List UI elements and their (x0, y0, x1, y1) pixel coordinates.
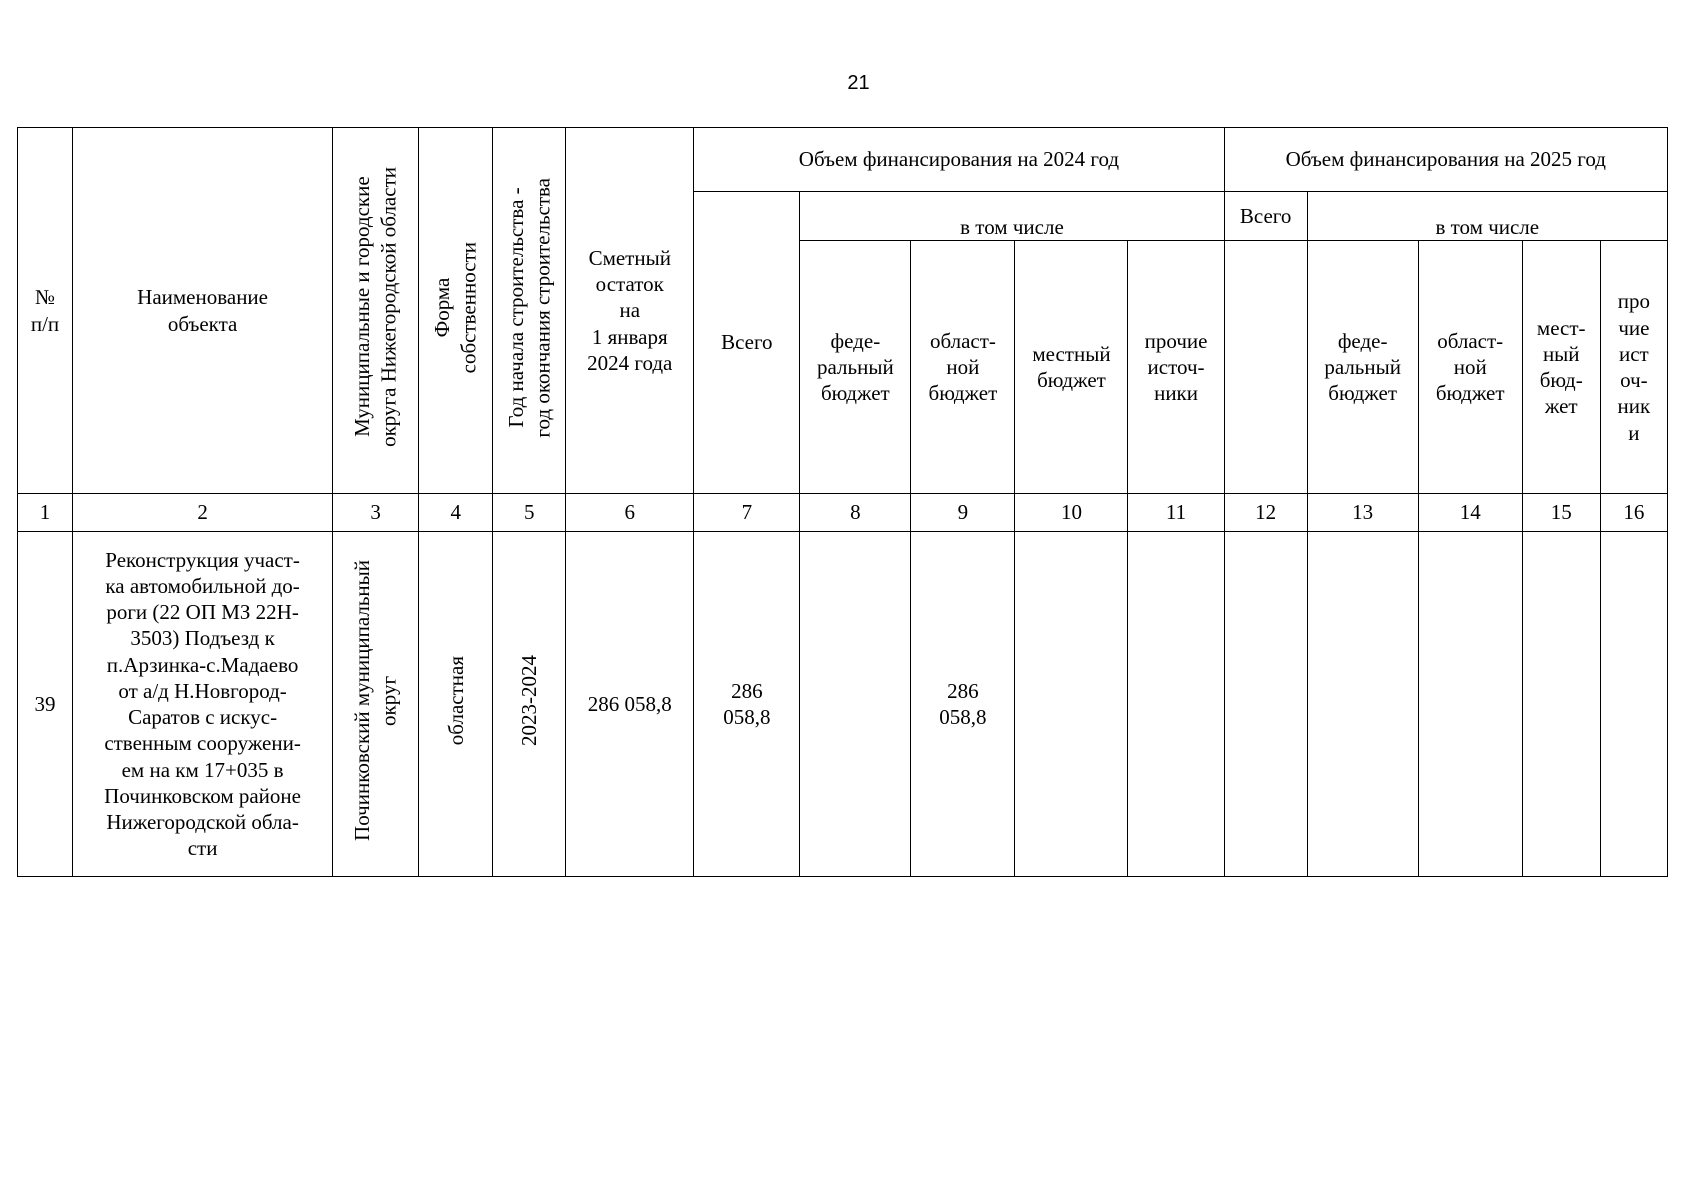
header-total-2025: Всего (1224, 192, 1307, 241)
table-row (18, 532, 1668, 877)
federal-2024-cell (800, 532, 911, 877)
header-including-2025: в том числе (1307, 192, 1667, 241)
header-group-2025: Объем финансирования на 2025 год (1224, 128, 1667, 192)
other-2024-cell (1128, 532, 1224, 877)
header-regional-2024: област- ной бюджет (911, 241, 1015, 494)
column-number: 11 (1128, 494, 1224, 532)
header-object-name: Наименование объекта (73, 128, 333, 494)
header-federal-2025: феде- ральный бюджет (1307, 241, 1418, 494)
federal-2025-cell (1307, 532, 1418, 877)
header-other-2024: прочие источ- ники (1128, 241, 1224, 494)
header-remaining-estimate: Сметный остаток на 1 января 2024 года (566, 128, 694, 494)
row-number: 39 (18, 532, 73, 877)
total-2025-cell (1224, 532, 1307, 877)
header-local-2025: мест- ный бюд- жет (1522, 241, 1600, 494)
financing-table (17, 127, 1668, 877)
header-construction-years: Год начала строительства - год окончания строительства (493, 128, 566, 494)
column-number: 5 (493, 494, 566, 532)
column-number: 13 (1307, 494, 1418, 532)
column-number: 3 (333, 494, 419, 532)
header-local-2024: местный бюджет (1015, 241, 1128, 494)
header-ownership: Форма собственности (419, 128, 493, 494)
local-2025-cell (1522, 532, 1600, 877)
header-total-2024: Всего (694, 192, 800, 494)
total-2024-cell: 286 058,8 (694, 532, 800, 877)
column-number: 8 (800, 494, 911, 532)
header-group-2024: Объем финансирования на 2024 год (694, 128, 1224, 192)
column-number: 2 (73, 494, 333, 532)
header-including-2024: в том числе (800, 192, 1224, 241)
years-cell: 2023-2024 (493, 532, 566, 877)
column-number: 1 (18, 494, 73, 532)
column-number: 14 (1418, 494, 1522, 532)
column-number: 16 (1600, 494, 1667, 532)
column-number: 12 (1224, 494, 1307, 532)
column-number: 10 (1015, 494, 1128, 532)
header-number: № п/п (18, 128, 73, 494)
district-cell: Починковский муниципальный округ (333, 532, 419, 877)
remaining-estimate-cell: 286 058,8 (566, 532, 694, 877)
header-total-2025-empty (1224, 241, 1307, 494)
page-number: 21 (847, 72, 870, 94)
column-number: 9 (911, 494, 1015, 532)
header-federal-2024: феде- ральный бюджет (800, 241, 911, 494)
column-number: 6 (566, 494, 694, 532)
column-number: 4 (419, 494, 493, 532)
header-municipality: Муниципальные и городские округа Нижегородской области (333, 128, 419, 494)
other-2025-cell (1600, 532, 1667, 877)
object-name: Реконструкция участ- ка автомобильной до- роги (22 ОП МЗ 22Н- 3503) Подъезд к п.Арзинка-с.Мадаево от а/д Н.Новгород- Саратов с искус- ственным сооружени- ем на км 17+035 в Починковском районе Нижегородской обла- сти (73, 532, 333, 877)
column-number: 15 (1522, 494, 1600, 532)
regional-2025-cell (1418, 532, 1522, 877)
local-2024-cell (1015, 532, 1128, 877)
regional-2024-cell: 286 058,8 (911, 532, 1015, 877)
ownership-cell: областная (419, 532, 493, 877)
column-number: 7 (694, 494, 800, 532)
column-numbers-row (18, 494, 1668, 532)
header-regional-2025: област- ной бюджет (1418, 241, 1522, 494)
header-other-2025: про чие ист оч- ник и (1600, 241, 1667, 494)
